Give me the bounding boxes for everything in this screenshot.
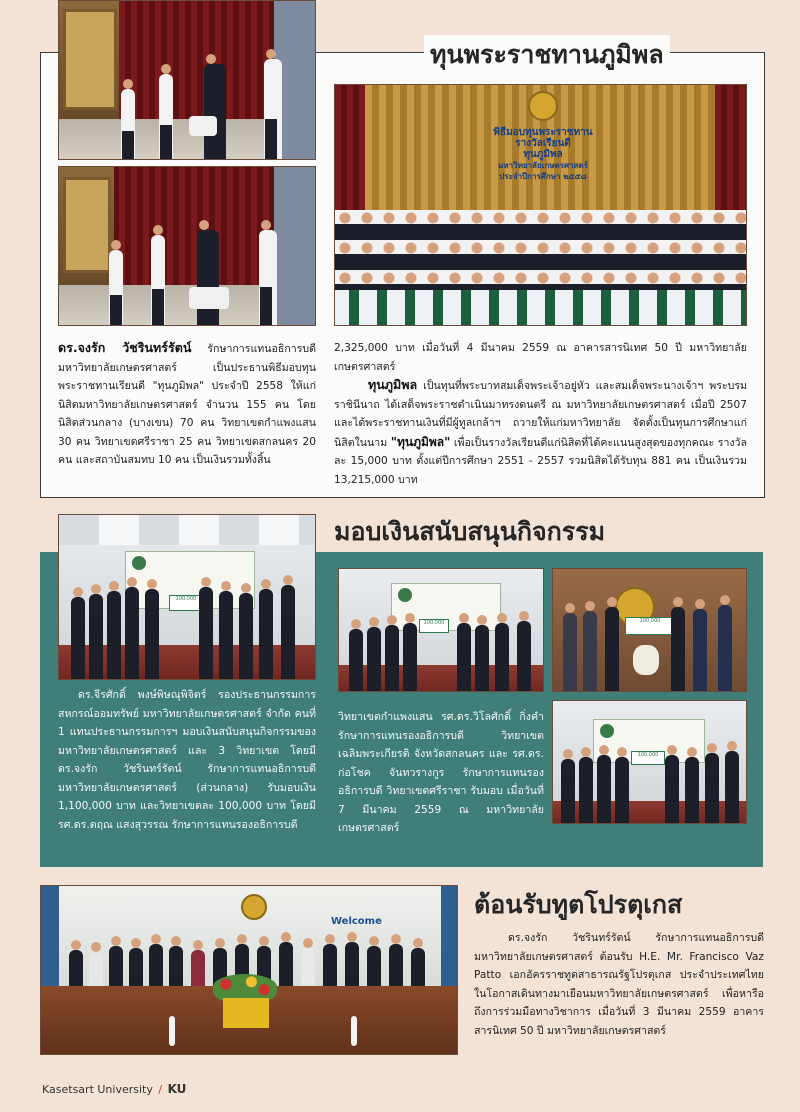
photo-donation-c <box>552 568 747 692</box>
photo-donation-b <box>338 568 544 692</box>
check-board-a: 100,000 <box>169 595 203 611</box>
photo-portugal-ambassador <box>40 885 458 1055</box>
check-board-b: 100,000 <box>419 619 449 633</box>
photo-group-scholarship <box>334 84 747 326</box>
welcome-banner: Welcome <box>331 916 382 927</box>
banner-year: ประจำปีการศึกษา ๒๕๕๘ <box>499 172 587 181</box>
section1-left-text: รักษาการแทนอธิการบดีมหาวิทยาลัยเกษตรศาสตร์ เป็นประธานพิธีมอบทุนพระราชทานเรียนดี "ทุนภูมิพล" ประจำปี 2558 ให้แก่นิสิตมหาวิทยาลัยเกษตรศาสตร์ จำนวน 155 คน โดยนิสิตส่วนกลาง (บางเขน) 70 คน วิทยาเขตกำแพงแสน 30 คน วิทยาเขตศรีราชา 25 คน วิทยาเขตสกลนคร 20 คน และสถาบันสมทบ 10 คน เป็นเงินรวมทั้งสิ้น <box>58 343 316 466</box>
banner-sub: รางวัลเรียนดี <box>515 138 571 149</box>
check-board-d: 100,000 <box>631 751 665 765</box>
photo-donation-main <box>58 514 316 680</box>
section3-title: ต้อนรับทูตโปรตุเกส <box>474 890 683 919</box>
footer-ku-mark: KU <box>167 1082 187 1096</box>
section2-right-paragraph: วิทยาเขตกำแพงแสน รศ.ดร.วิโลศักดิ์ กิ่งคำ รักษาการแทนรองอธิการบดี วิทยาเขตเฉลิมพระเกียรติ จังหวัดสกลนคร และ รศ.ดร. ก่อโชค จันทวรางกูร รักษาการแทนรองอธิการบดี วิทยาเขตศรีราชา รับมอบ เมื่อวันที่ 7 มีนาคม 2559 ณ มหาวิทยาลัยเกษตรศาสตร์ <box>338 711 544 834</box>
section1-right-paragraph <box>334 339 747 489</box>
section1-left-paragraph <box>58 339 316 470</box>
section2-title: มอบเงินสนับสนุนกิจกรรม <box>334 517 606 546</box>
section1-fund-name: "ทุนภูมิพล" <box>390 434 451 449</box>
section2-left-paragraph: ดร.จีรศักดิ์ พงษ์พิษณุพิจิตร์ รองประธานกรรมการสหกรณ์ออมทรัพย์ มหาวิทยาลัยเกษตรศาสตร์ จำกัด คนที่ 1 แทนประธานกรรมการฯ มอบเงินสนับสนุนกิจกรรมของมหาวิทยาลัยเกษตรศาสตร์ และ 3 วิทยาเขต โดยมี ดร.จงรัก วัชรินทร์รัตน์ รักษาการแทนอธิการบดี มหาวิทยาลัยเกษตรศาสตร์ (ส่วนกลาง) รับมอบเงิน 1,100,000 บาท และวิทยาเขตละ 100,000 บาท โดยมี รศ.ดร.ตฤณ แสงสุวรรณ รักษาการแทนรองอธิการบดี <box>58 689 316 831</box>
section1-right-text1: เป็นทุนที่พระบาทสมเด็จพระเจ้าอยู่หัว และสมเด็จพระนางเจ้าฯ พระบรมราชินีนาถ ได้เสด็จพระราชดำเนินมาทรงดนตรี ณ มหาวิทยาลัยเกษตรศาสตร์ เมื่อปี 2507 และได้พระราชทานเงินที่มีผู้ทูลเกล้าฯ ถวายให้แก่มหาวิทยาลัย จัดตั้งเป็นทุนการศึกษาแก่นิสิตในนาม <box>334 380 747 449</box>
section1-right-text2: เพื่อเป็นรางวัลเรียนดีแก่นิสิตที่ได้คะแนนสูงสุดของทุกคณะ รางวัลละ 15,000 บาท ตั้งแต่ปีการศึกษา 2551 - 2557 รวมนิสิตได้รับทุน 881 คน เป็นเงินรวม 13,215,000 บาท <box>334 436 747 486</box>
banner-uni: มหาวิทยาลัยเกษตรศาสตร์ <box>498 161 588 170</box>
section1-name: ดร.จงรัก วัชรินทร์รัตน์ <box>58 340 192 355</box>
section1-fund-lead: ทุนภูมิพล <box>368 377 418 392</box>
banner-title: พิธีมอบทุนพระราชทาน <box>493 127 593 138</box>
footer <box>42 1082 186 1096</box>
photo-ceremony-1 <box>58 0 316 160</box>
check-board-c: 100,000 <box>625 617 675 635</box>
footer-separator: / <box>158 1083 163 1096</box>
photo-donation-d <box>552 700 747 824</box>
banner-fund: ทุนภูมิพล <box>523 149 563 160</box>
section1-title: ทุนพระราชทานภูมิพล <box>424 35 670 75</box>
section3-paragraph: ดร.จงรัก วัชรินทร์รัตน์ รักษาการแทนอธิการบดีมหาวิทยาลัยเกษตรศาสตร์ ต้อนรับ H.E. Mr. Francisco Vaz Patto เอกอัครราชทูตสาธารณรัฐโปรตุเกส ประจำประเทศไทย ในโอกาสเดินทางมาเยือนมหาวิทยาลัยเกษตรศาสตร์ เพื่อหารือถึงการร่วมมือทางวิชาการ เมื่อวันที่ 3 มีนาคม 2559 อาคารสารนิเทศ 50 ปี มหาวิทยาลัยเกษตรศาสตร์ <box>474 932 764 1037</box>
footer-brand: Kasetsart University <box>42 1083 153 1096</box>
photo-ceremony-2 <box>58 166 316 326</box>
section1-right-first: 2,325,000 บาท เมื่อวันที่ 4 มีนาคม 2559 ณ อาคารสารนิเทศ 50 ปี มหาวิทยาลัยเกษตรศาสตร์ <box>334 342 747 373</box>
